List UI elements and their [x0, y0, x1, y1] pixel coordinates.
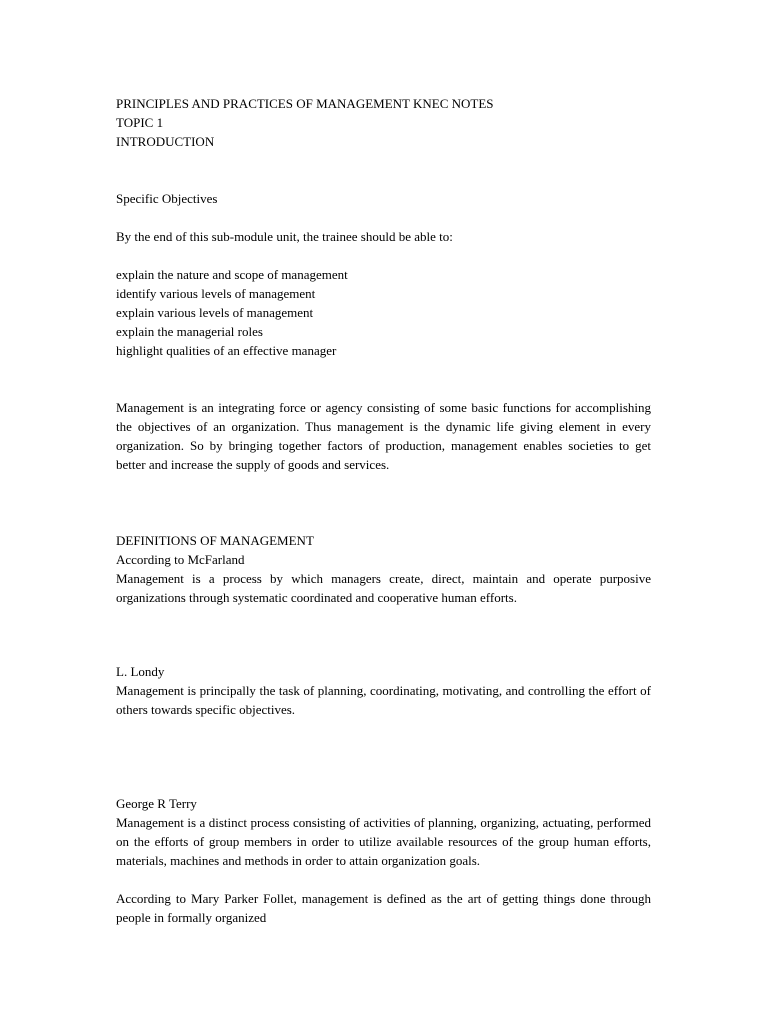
definition-source: According to McFarland — [116, 552, 245, 567]
spacer — [116, 719, 651, 794]
definition-text: Management is a process by which managers create, direct, maintain and operate purposive organizations through systematic coordinated and cooperative human efforts. — [116, 571, 651, 605]
topic-label: TOPIC 1 — [116, 115, 164, 130]
definitions-heading: DEFINITIONS OF MANAGEMENT — [116, 533, 314, 548]
intro-paragraph: Management is an integrating force or agency consisting of some basic functions for accomplishing the objectives of an organization. Thus management is the dynamic life giving element in every organization. So by bringing together factors of production, management enables societies to get better and increase the supply of goods and services. — [116, 400, 651, 472]
objective-item: identify various levels of management — [116, 286, 316, 301]
spacer — [116, 870, 651, 889]
spacer — [116, 208, 651, 227]
objectives-heading: Specific Objectives — [116, 191, 218, 206]
spacer — [116, 474, 651, 531]
objective-item: explain the nature and scope of management — [116, 267, 348, 282]
objectives-lead: By the end of this sub-module unit, the trainee should be able to: — [116, 229, 453, 244]
objective-item: highlight qualities of an effective manager — [116, 343, 337, 358]
definition-text: Management is principally the task of planning, coordinating, motivating, and controlling the effort of others towards specific objectives. — [116, 683, 651, 717]
definition-text: Management is a distinct process consisting of activities of planning, organizing, actuating, performed on the efforts of group members in order to utilize available resources of the group human efforts, materials, machines and methods in order to attain organization goals. — [116, 815, 651, 868]
document-title: PRINCIPLES AND PRACTICES OF MANAGEMENT KNEC NOTES — [116, 96, 494, 111]
spacer — [116, 607, 651, 662]
spacer — [116, 151, 651, 189]
objective-item: explain various levels of management — [116, 305, 314, 320]
follet-definition: According to Mary Parker Follet, management is defined as the art of getting things done through people in formally organized — [116, 891, 651, 925]
objectives-list — [116, 265, 651, 360]
spacer — [116, 360, 651, 398]
definition-source: L. Londy — [116, 664, 165, 679]
document-page — [116, 94, 651, 927]
spacer — [116, 246, 651, 265]
section-heading: INTRODUCTION — [116, 134, 215, 149]
objective-item: explain the managerial roles — [116, 324, 263, 339]
definition-source: George R Terry — [116, 796, 197, 811]
